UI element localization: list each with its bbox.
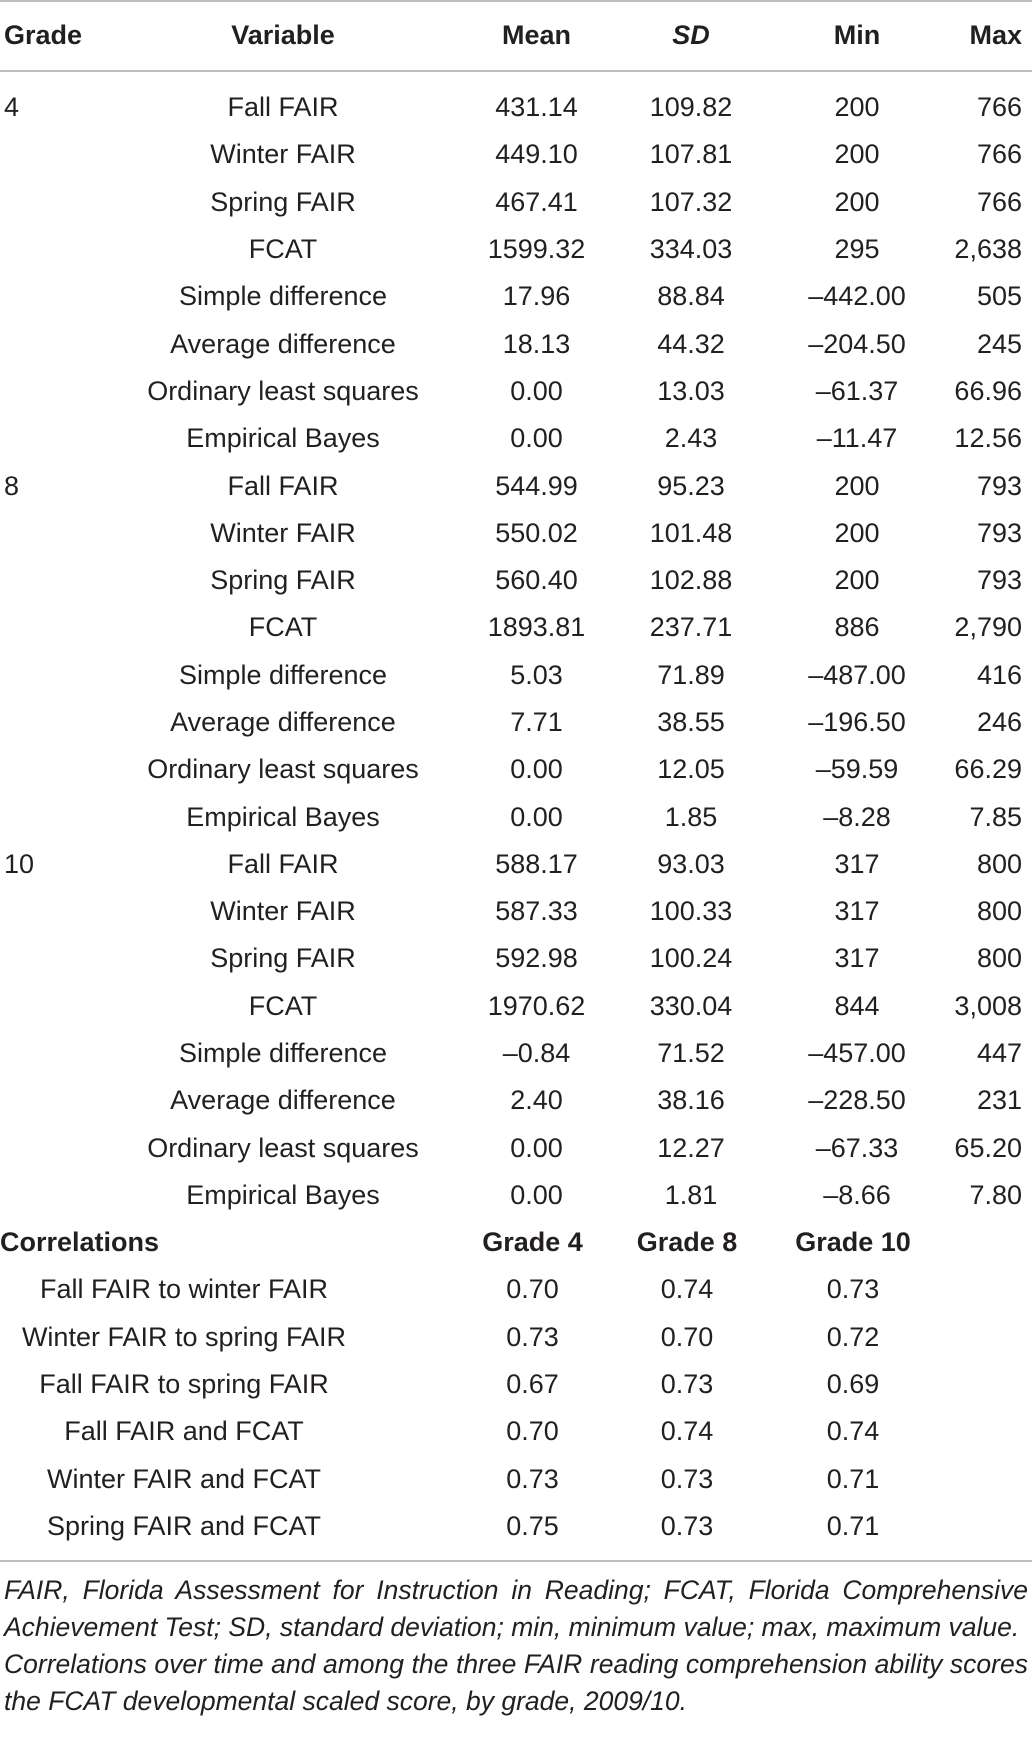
correlation-cell-g10: 0.74 [826,1416,880,1447]
header-variable: Variable [231,20,335,51]
header-max: Max [969,20,1022,51]
cell-sd: 334.03 [649,234,733,265]
cell-min: –67.33 [815,1132,899,1163]
correlations-table-body [0,1266,1032,1550]
cell-min: –61.37 [815,375,899,406]
correlations-header-row [0,1219,1032,1266]
cell-sd: 100.24 [649,943,733,974]
cell-grade [0,983,104,1030]
cell-variable: FCAT [248,990,318,1021]
cell-sd: 101.48 [649,517,733,548]
cell-mean: 0.00 [510,754,563,785]
descriptive-table [0,84,1032,1219]
cell-grade: 4 [4,92,20,123]
cell-sd: 109.82 [649,92,733,123]
correlation-cell-g4: 0.67 [506,1369,559,1400]
cell-variable: Ordinary least squares [147,1132,419,1163]
cell-grade [0,1030,104,1077]
cell-mean: 0.00 [510,1132,563,1163]
cell-max: 3,008 [954,990,1022,1021]
cell-grade [0,935,104,982]
table-row [0,320,1032,367]
cell-min: 200 [834,517,880,548]
cell-sd: 88.84 [657,281,725,312]
cell-sd: 1.81 [664,1179,718,1210]
cell-min: –11.47 [816,423,898,454]
cell-sd: 107.81 [649,139,733,170]
cell-mean: 1893.81 [487,612,586,643]
cell-grade [0,793,104,840]
correlation-cell-label: Fall FAIR and FCAT [64,1416,304,1447]
cell-max: 231 [976,1085,1022,1116]
cell-max: 246 [976,707,1022,737]
cell-max: 766 [976,186,1022,217]
cell-min: 200 [834,470,880,501]
table-row [0,699,1032,746]
cell-mean: 449.10 [495,139,578,170]
cell-variable: Spring FAIR [210,186,356,217]
cell-sd: 12.27 [657,1132,725,1163]
table-row [0,1125,1032,1172]
cell-mean: 2.40 [510,1085,563,1116]
table-footnote [4,1572,1028,1720]
cell-max: 7.85 [969,801,1022,832]
table-row [0,226,1032,273]
table-row [0,604,1032,651]
cell-sd: 38.55 [657,707,725,737]
cell-min: –8.66 [823,1179,891,1210]
cell-mean: 5.03 [510,659,563,690]
cell-sd: 330.04 [649,990,733,1021]
header-sd: SD [672,20,710,51]
table-row [0,84,1032,131]
cell-grade [0,604,104,651]
table-row [0,368,1032,415]
cell-max: 793 [976,565,1022,596]
table-row [0,415,1032,462]
cell-variable: Winter FAIR [210,139,356,170]
cell-variable: Empirical Bayes [186,1179,380,1210]
correlations-table [0,1219,1032,1550]
correlation-cell-empty [939,1266,1032,1313]
cell-mean: 431.14 [495,92,578,123]
cell-grade [0,510,104,557]
cell-max: 245 [976,328,1022,359]
correlation-row [0,1314,1032,1361]
cell-variable: Fall FAIR [227,470,339,501]
correlation-row [0,1455,1032,1502]
cell-max: 766 [976,139,1022,170]
correlation-cell-g8: 0.74 [660,1274,714,1305]
footnote-caption: Correlations over time and among the three FAIR reading comprehension ability scores the FCAT developmental scaled score, by grade, 2009/10. [4,1649,1028,1716]
cell-min: –487.00 [808,659,906,690]
cell-sd: 100.33 [649,896,733,927]
correlation-cell-g10: 0.73 [826,1274,880,1305]
cell-min: 317 [834,896,880,927]
cell-sd: 107.32 [649,186,733,217]
cell-mean: –0.84 [502,1038,571,1069]
table-row [0,462,1032,509]
correlation-cell-g4: 0.70 [506,1274,559,1305]
cell-mean: 0.00 [510,1179,563,1210]
cell-mean: 544.99 [495,470,578,501]
cell-grade [0,652,104,699]
cell-sd: 237.71 [649,612,733,643]
cell-variable: Winter FAIR [210,517,356,548]
cell-mean: 1599.32 [487,234,586,265]
cell-grade [0,320,104,367]
cell-variable: Ordinary least squares [147,754,419,785]
cell-min: –59.59 [815,754,899,785]
correlation-cell-g8: 0.73 [660,1463,714,1494]
cell-grade [0,888,104,935]
correlation-cell-g10: 0.69 [826,1369,880,1400]
cell-max: 766 [976,92,1022,123]
correlation-cell-label: Spring FAIR and FCAT [46,1510,322,1541]
cell-min: 200 [834,565,880,596]
cell-min: 200 [834,186,880,217]
cell-mean: 0.00 [510,423,563,454]
correlation-cell-g4: 0.73 [506,1463,559,1494]
cell-mean: 587.33 [495,896,578,927]
correlation-cell-empty [939,1503,1032,1550]
cell-grade [0,226,104,273]
cell-grade [0,131,104,178]
cell-min: 317 [834,848,880,879]
correlation-cell-label: Winter FAIR and FCAT [46,1463,322,1494]
correlation-cell-label: Winter FAIR to spring FAIR [21,1321,347,1352]
header-row [0,12,1032,59]
correlation-cell-empty [939,1455,1032,1502]
cell-mean: 550.02 [495,517,578,548]
correlation-cell-g4: 0.75 [506,1510,559,1541]
cell-mean: 0.00 [510,801,563,832]
cell-max: 416 [976,659,1022,690]
cell-min: 200 [834,139,880,170]
cell-sd: 2.43 [664,423,718,454]
cell-sd: 1.85 [664,801,718,832]
cell-max: 65.20 [954,1132,1022,1163]
correlation-cell-empty [939,1408,1032,1455]
correlations-header-grade-4: Grade 4 [482,1227,583,1258]
correlations-header-grade-8: Grade 8 [636,1227,738,1258]
cell-min: –457.00 [808,1038,906,1069]
cell-max: 793 [976,517,1022,548]
cell-sd: 102.88 [649,565,733,596]
cell-max: 800 [976,896,1022,927]
cell-mean: 467.41 [495,186,578,217]
correlation-cell-label: Fall FAIR to spring FAIR [39,1369,329,1400]
cell-grade [0,746,104,793]
cell-sd: 38.16 [657,1085,725,1116]
correlation-cell-g10: 0.72 [826,1321,880,1352]
cell-min: –228.50 [808,1085,906,1116]
cell-grade [0,1172,104,1219]
cell-mean: 560.40 [495,565,578,596]
table-row [0,793,1032,840]
correlation-cell-g8: 0.70 [660,1321,714,1352]
cell-grade [0,179,104,226]
cell-min: 844 [834,990,880,1021]
cell-min: –204.50 [808,328,906,359]
cell-max: 447 [976,1038,1022,1069]
table-row [0,273,1032,320]
correlation-cell-empty [939,1314,1032,1361]
cell-mean: 592.98 [495,943,578,974]
cell-sd: 71.89 [657,659,725,690]
correlation-cell-g4: 0.70 [506,1416,559,1447]
table-row [0,652,1032,699]
cell-variable: Simple difference [178,1038,388,1069]
cell-sd: 12.05 [657,754,725,785]
correlation-cell-g8: 0.74 [660,1416,714,1447]
cell-min: –196.50 [808,707,906,737]
correlation-cell-label: Fall FAIR to winter FAIR [39,1274,329,1305]
cell-variable: Average difference [170,1085,396,1116]
cell-min: 295 [834,234,880,265]
cell-grade: 8 [4,470,20,501]
table-row [0,131,1032,178]
cell-max: 66.96 [954,375,1022,406]
cell-variable: Simple difference [178,659,388,690]
header-mean: Mean [501,20,572,51]
table-row [0,746,1032,793]
cell-variable: FCAT [248,612,318,643]
correlation-cell-g10: 0.71 [826,1510,880,1541]
correlation-row [0,1266,1032,1313]
cell-max: 12.56 [954,423,1022,454]
cell-grade [0,1077,104,1124]
header-min: Min [833,20,881,51]
cell-variable: Empirical Bayes [186,801,380,832]
correlation-row [0,1361,1032,1408]
correlation-cell-g10: 0.71 [826,1463,880,1494]
cell-variable: Empirical Bayes [186,423,380,454]
cell-sd: 93.03 [657,848,725,879]
cell-sd: 44.32 [657,328,725,359]
cell-min: 200 [834,92,880,123]
cell-min: 317 [834,943,880,974]
correlation-row [0,1503,1032,1550]
cell-sd: 13.03 [657,375,725,406]
top-rule [0,0,1032,2]
cell-variable: Ordinary least squares [147,375,419,406]
table-row [0,557,1032,604]
table-row [0,510,1032,557]
cell-max: 800 [976,848,1022,879]
header-rule [0,70,1032,72]
cell-max: 2,790 [954,612,1022,643]
table-row [0,888,1032,935]
cell-grade [0,1125,104,1172]
bottom-rule [0,1560,1032,1562]
table-row [0,179,1032,226]
cell-max: 793 [976,470,1022,501]
cell-mean: 0.00 [510,375,563,406]
cell-variable: Winter FAIR [210,896,356,927]
cell-max: 505 [976,281,1022,312]
correlations-header-label: Correlations [0,1227,160,1258]
cell-min: 886 [834,612,880,643]
table-row [0,983,1032,1030]
cell-grade: 10 [4,848,35,879]
cell-sd: 71.52 [657,1038,725,1069]
cell-max: 2,638 [954,234,1022,265]
correlation-row [0,1408,1032,1455]
table-row [0,1030,1032,1077]
footnote-abbreviations: FAIR, Florida Assessment for Instruction in Reading; FCAT, Florida Comprehensive Achievement Test; SD, standard deviation; min, minimum value; max, maximum value. [4,1575,1028,1642]
cell-variable: Spring FAIR [210,943,356,974]
header-grade: Grade [4,20,83,51]
cell-mean: 17.96 [502,281,571,312]
cell-grade [0,557,104,604]
correlations-header-empty [939,1219,1032,1266]
cell-variable: Fall FAIR [227,92,339,123]
cell-variable: Simple difference [178,281,388,312]
cell-grade [0,415,104,462]
cell-sd: 95.23 [657,470,725,501]
cell-variable: Average difference [170,707,396,737]
cell-variable: Fall FAIR [227,848,339,879]
correlation-cell-g8: 0.73 [660,1510,714,1541]
cell-mean: 18.13 [502,328,571,359]
cell-min: –8.28 [823,801,891,832]
correlation-cell-g4: 0.73 [506,1321,559,1352]
correlation-cell-g8: 0.73 [660,1369,714,1400]
cell-max: 66.29 [954,754,1022,785]
table-row [0,841,1032,888]
table-row [0,935,1032,982]
cell-variable: Average difference [170,328,396,359]
header-table [0,12,1032,59]
correlations-header-grade-10: Grade 10 [795,1227,911,1258]
cell-mean: 588.17 [495,848,578,879]
cell-grade [0,699,104,746]
cell-grade [0,368,104,415]
descriptive-table-body [0,84,1032,1219]
correlation-cell-empty [939,1361,1032,1408]
table-row [0,1172,1032,1219]
cell-max: 7.80 [969,1179,1022,1210]
cell-variable: FCAT [248,234,318,265]
cell-mean: 1970.62 [487,990,586,1021]
cell-min: –442.00 [808,281,906,312]
cell-variable: Spring FAIR [210,565,356,596]
cell-mean: 7.71 [510,707,563,737]
table-row [0,1077,1032,1124]
cell-grade [0,273,104,320]
cell-max: 800 [976,943,1022,974]
